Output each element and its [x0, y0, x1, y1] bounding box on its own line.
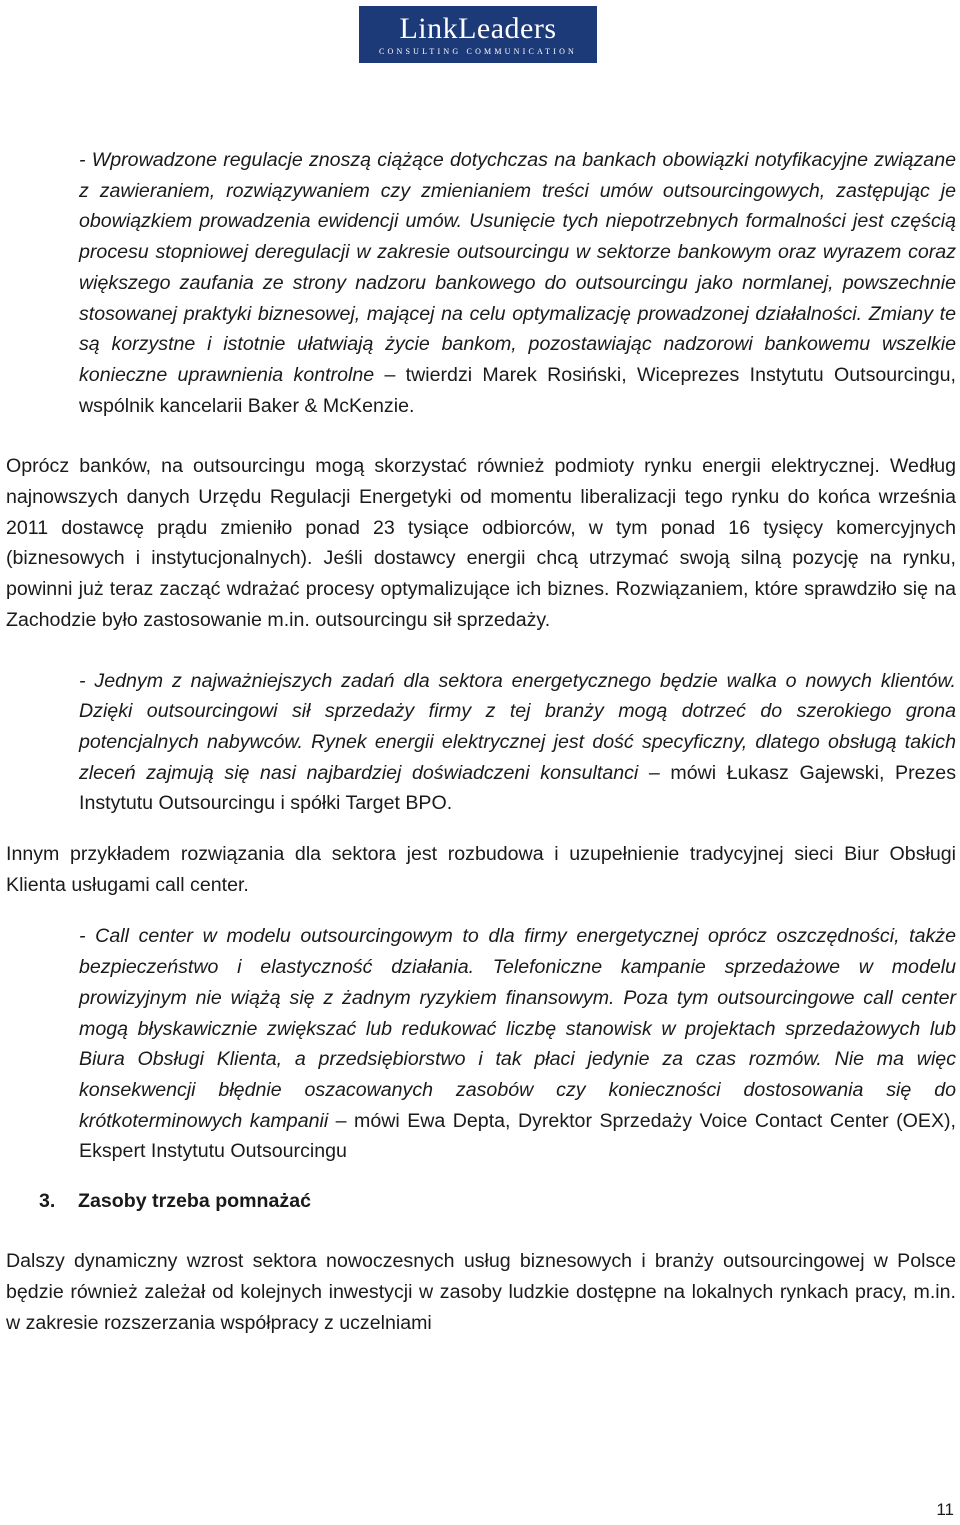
section-title: Zasoby trzeba pomnażać	[78, 1190, 312, 1213]
quote-paragraph-depta	[79, 921, 956, 1167]
company-logo	[359, 6, 597, 63]
paragraph-energy-market: Oprócz banków, na outsourcingu mogą skorzystać również podmioty rynku energii elektrycznej. Według najnowszych danych Urzędu Regulacji Energetyki od momentu liberalizacji tego rynku do końca września 2011 dostawcę prądu zmieniło ponad 23 tysiące odbiorców, w tym ponad 16 tysięcy komercyjnych (biznesowych i instytucjonalnych). Jeśli dostawcy energii chcą utrzymać swoją silną pozycję na rynku, powinni już teraz zacząć wdrażać procesy optymalizujące ich biznes. Rozwiązaniem, które sprawdziło się na Zachodzie było zastosowanie m.in. outsourcingu sił sprzedaży.	[6, 455, 956, 631]
section-heading	[39, 1186, 956, 1216]
quote-text: - Wprowadzone regulacje znoszą ciążące dotychczas na bankach obowiązki notyfikacyjne związane z zawieraniem, rozwiązywaniem czy zmienianiem treści umów outsourcingowych, zastępując je obowiązkiem prowadzenia ewidencji umów. Usunięcie tych niepotrzebnych formalności jest częścią procesu stopniowej deregulacji w zakresie outsourcingu w sektorze bankowym oraz wyrazem coraz większego zaufania ze strony nadzoru bankowego do outsourcingu jako normlanej, powszechnie stosowanej praktyki biznesowej, mającej na celu optymalizację prowadzonej działalności. Zmiany te są korzystne i istotnie ułatwiają życie bankom, pozostawiając nadzorowi bankowemu wszelkie konieczne uprawnienia kontrolne	[79, 149, 956, 386]
quote-attribution: – mówi Ewa Depta, Dyrektor Sprzedaży Voice Contact Center (OEX), Ekspert Instytutu Outsourcingu	[79, 1109, 956, 1163]
logo-tagline: CONSULTING COMMUNICATION	[378, 47, 578, 56]
quote-attribution: – twierdzi Marek Rosiński, Wiceprezes Instytutu Outsourcingu, wspólnik kancelarii Baker & McKenzie.	[79, 363, 956, 417]
quote-attribution: – mówi Łukasz Gajewski, Prezes Instytutu Outsourcingu i spółki Target BPO.	[79, 761, 956, 815]
quote-text: - Jednym z najważniejszych zadań dla sektora energetycznego będzie walka o nowych klientów. Dzięki outsourcingowi sił sprzedaży firmy z tej branży mogą dotrzeć do szerokiego grona potencjalnych nabywców. Rynek energii elektrycznej jest dość specyficzny, dlatego obsługą takich zleceń zajmują się nasi najbardziej doświadczeni konsultanci	[79, 669, 956, 784]
logo-name: LinkLeaders	[399, 12, 557, 45]
section-number: 3.	[39, 1190, 56, 1213]
quote-paragraph-rosinski	[79, 145, 956, 421]
paragraph-human-resources: Dalszy dynamiczny wzrost sektora nowoczesnych usług biznesowych i branży outsourcingowej w Polsce będzie również zależał od kolejnych inwestycji w zasoby ludzkie dostępne na lokalnych rynkach pracy, m.in. w zakresie rozszerzania współpracy z uczelniami	[6, 1250, 956, 1334]
paragraph-call-center: Innym przykładem rozwiązania dla sektora jest rozbudowa i uzupełnienie tradycyjnej sieci Biur Obsługi Klienta usługami call center.	[6, 843, 956, 896]
page-number: 11	[936, 1500, 954, 1519]
quote-text: - Call center w modelu outsourcingowym to dla firmy energetycznej oprócz oszczędności, także bezpieczeństwo i elastyczność działania. Telefoniczne kampanie sprzedażowe w modelu prowizyjnym nie wiążą się z żadnym ryzykiem finansowym. Poza tym outsourcingowe call center mogą błyskawicznie zwiększać lub redukować liczbę stanowisk w projektach sprzedażowych lub Biura Obsługi Klienta, a przedsiębiorstwo i tak płaci jedynie za czas rozmów. Nie ma więc konsekwencji błędnie oszacowanych zasobów czy konieczności dostosowania się do krótkoterminowych kampanii	[79, 925, 956, 1132]
document-body	[6, 145, 956, 1338]
quote-paragraph-gajewski	[79, 666, 956, 820]
